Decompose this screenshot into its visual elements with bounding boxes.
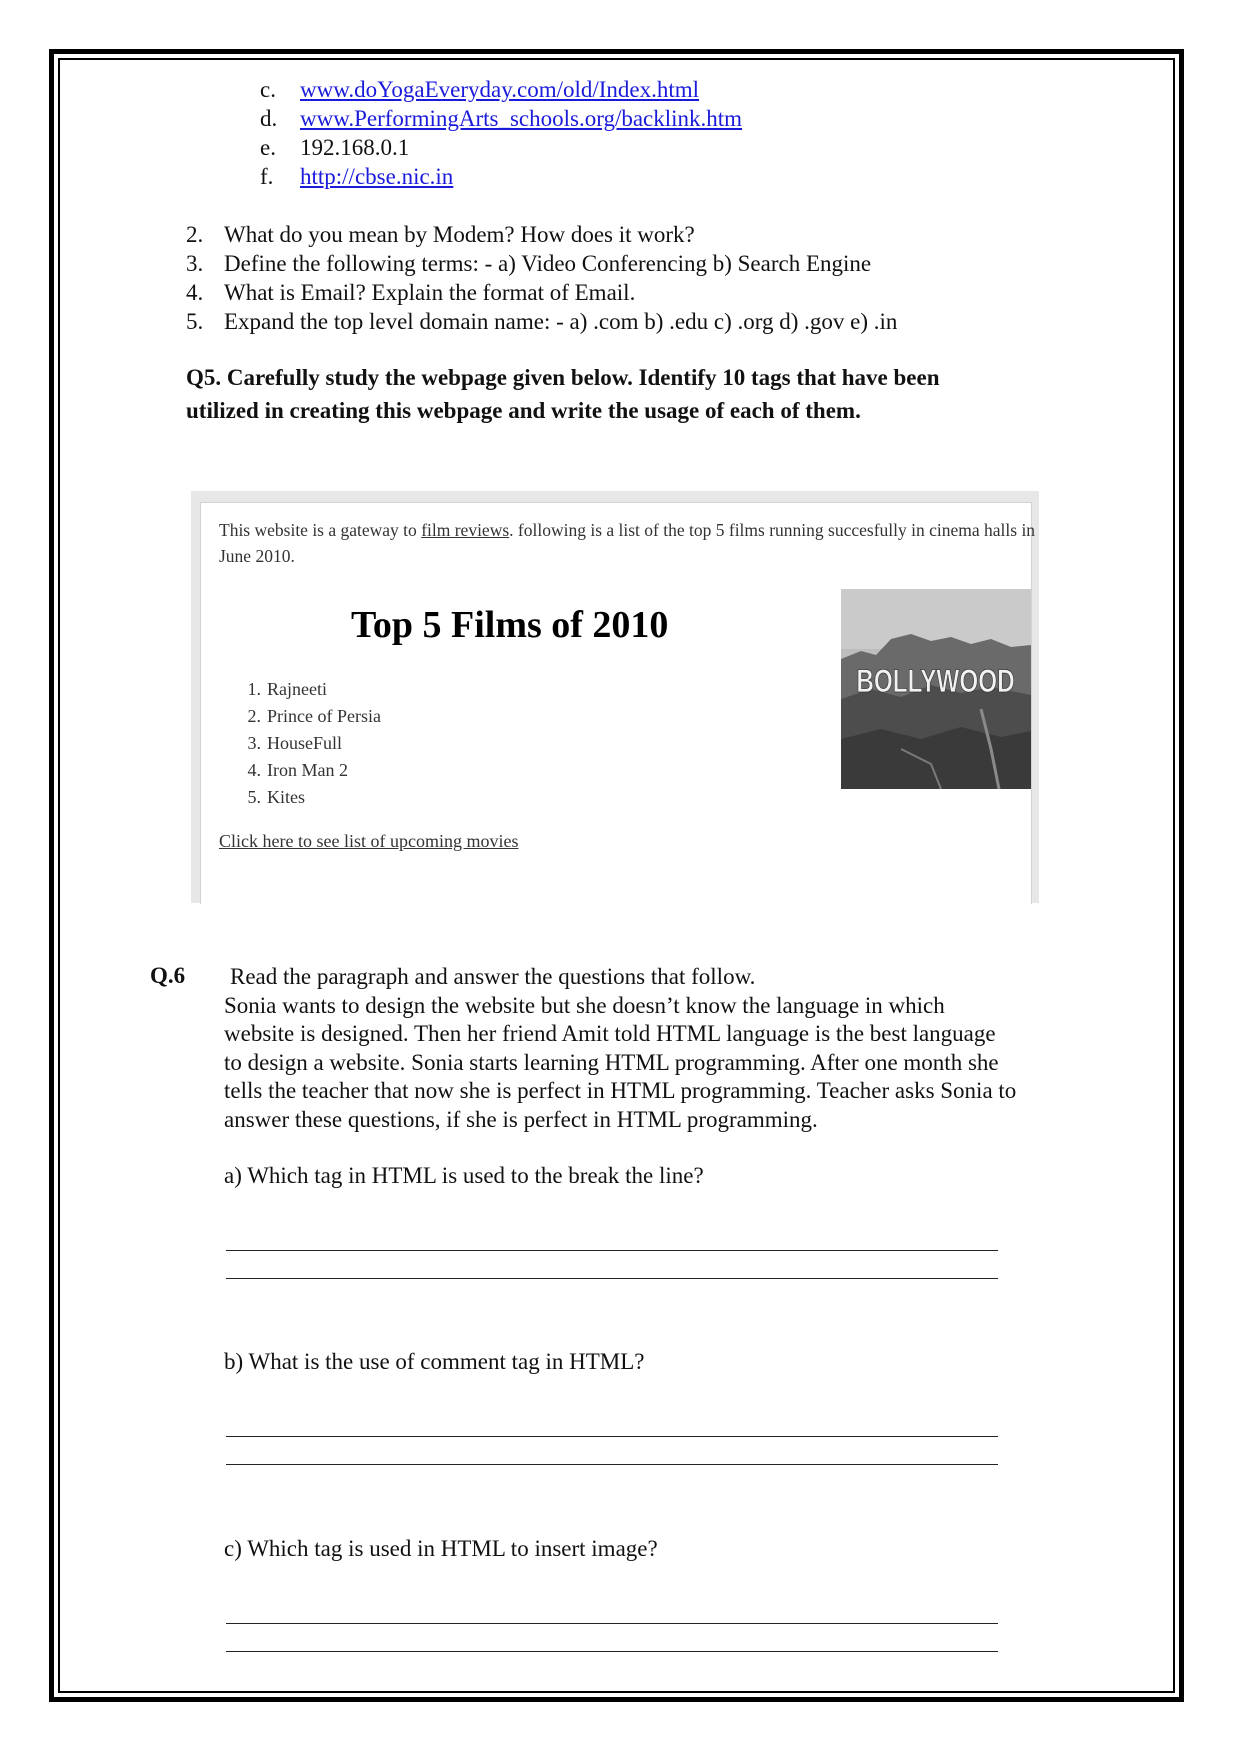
list-marker: f. (260, 164, 274, 189)
film-name: Kites (267, 787, 305, 807)
url-link[interactable]: http://cbse.nic.in (300, 164, 454, 189)
q6-line: website is designed. Then her friend Amit told HTML language is the best language (224, 1021, 996, 1047)
question-number: 4. (186, 280, 204, 305)
url-item (260, 133, 742, 162)
bollywood-photo-icon (841, 589, 1031, 789)
list-marker: 2. (247, 706, 261, 726)
question-text: Expand the top level domain name: - a) .com b) .edu c) .org d) .gov e) .in (224, 309, 898, 334)
question-b: b) What is the use of comment tag in HTML? (224, 1349, 645, 1374)
webpage-intro (219, 517, 1039, 569)
list-marker: d. (260, 106, 278, 131)
film-item (236, 676, 381, 703)
answer-line[interactable] (226, 1623, 998, 1624)
question-number: 2. (186, 222, 204, 247)
question-text: Define the following terms: - a) Video Conferencing b) Search Engine (224, 251, 872, 276)
url-item (260, 75, 742, 104)
upcoming-movies-link[interactable]: Click here to see list of upcoming movies (219, 831, 519, 851)
film-name: HouseFull (267, 733, 343, 753)
film-item (236, 703, 381, 730)
answer-line[interactable] (226, 1250, 998, 1251)
film-reviews-link[interactable]: film reviews (421, 520, 510, 540)
q6-line: answer these questions, if she is perfect in HTML programming. (224, 1106, 818, 1132)
webpage-body (200, 502, 1036, 904)
film-item (236, 757, 381, 784)
q5-line: utilized in creating this webpage and write the usage of each of them. (186, 398, 861, 423)
url-link[interactable]: www.doYogaEveryday.com/old/Index.html (300, 77, 700, 102)
q6-paragraph (224, 963, 1104, 1135)
list-marker: 1. (247, 679, 261, 699)
bollywood-sign: BOLLYWOOD (856, 663, 1015, 701)
url-link[interactable]: www.PerformingArts_schools.org/backlink.htm (300, 106, 743, 131)
question-a: a) Which tag in HTML is used to the break the line? (224, 1163, 704, 1188)
list-marker: 3. (247, 733, 261, 753)
film-name: Iron Man 2 (267, 760, 348, 780)
question-list (186, 220, 897, 336)
q6-line: Read the paragraph and answer the questions that follow. (230, 964, 756, 989)
answer-line[interactable] (226, 1651, 998, 1652)
question-number: 5. (186, 309, 204, 334)
q5-line: Q5. Carefully study the webpage given below. Identify 10 tags that have been (186, 365, 940, 390)
q6-line: Sonia wants to design the website but she doesn’t know the language in which (224, 992, 945, 1018)
question-text: What is Email? Explain the format of Email. (224, 280, 636, 305)
answer-line[interactable] (226, 1278, 998, 1279)
film-item (236, 730, 381, 757)
question-text: What do you mean by Modem? How does it work? (224, 222, 695, 247)
question-item (186, 249, 897, 278)
url-item (260, 162, 742, 191)
url-item (260, 104, 742, 133)
q6-line: tells the teacher that now she is perfect in HTML programming. Teacher asks Sonia to (224, 1078, 1017, 1104)
webpage-screenshot (191, 491, 1039, 903)
intro-text: . following is a list of the top 5 films running succesfully in cinema halls in June 2010. (219, 520, 1036, 566)
film-list (236, 676, 381, 811)
question-item (186, 220, 897, 249)
question-number: 3. (186, 251, 204, 276)
q5-heading (186, 361, 1066, 427)
list-marker: 4. (247, 760, 261, 780)
question-item (186, 278, 897, 307)
question-item (186, 307, 897, 336)
q6-label: Q.6 (150, 963, 186, 988)
list-marker: 5. (247, 787, 261, 807)
url-list (260, 75, 742, 191)
film-item (236, 784, 381, 811)
answer-line[interactable] (226, 1464, 998, 1465)
q6-line: to design a website. Sonia starts learning HTML programming. After one month she (224, 1049, 999, 1075)
film-name: Prince of Persia (267, 706, 381, 726)
answer-line[interactable] (226, 1436, 998, 1437)
question-c: c) Which tag is used in HTML to insert image? (224, 1536, 658, 1561)
intro-text: This website is a gateway to (219, 520, 422, 540)
bollywood-image (841, 589, 1031, 789)
list-marker: e. (260, 135, 276, 160)
url-text: 192.168.0.1 (300, 135, 410, 160)
list-marker: c. (260, 77, 276, 102)
webpage-heading: Top 5 Films of 2010 (351, 604, 669, 646)
film-name: Rajneeti (267, 679, 327, 699)
